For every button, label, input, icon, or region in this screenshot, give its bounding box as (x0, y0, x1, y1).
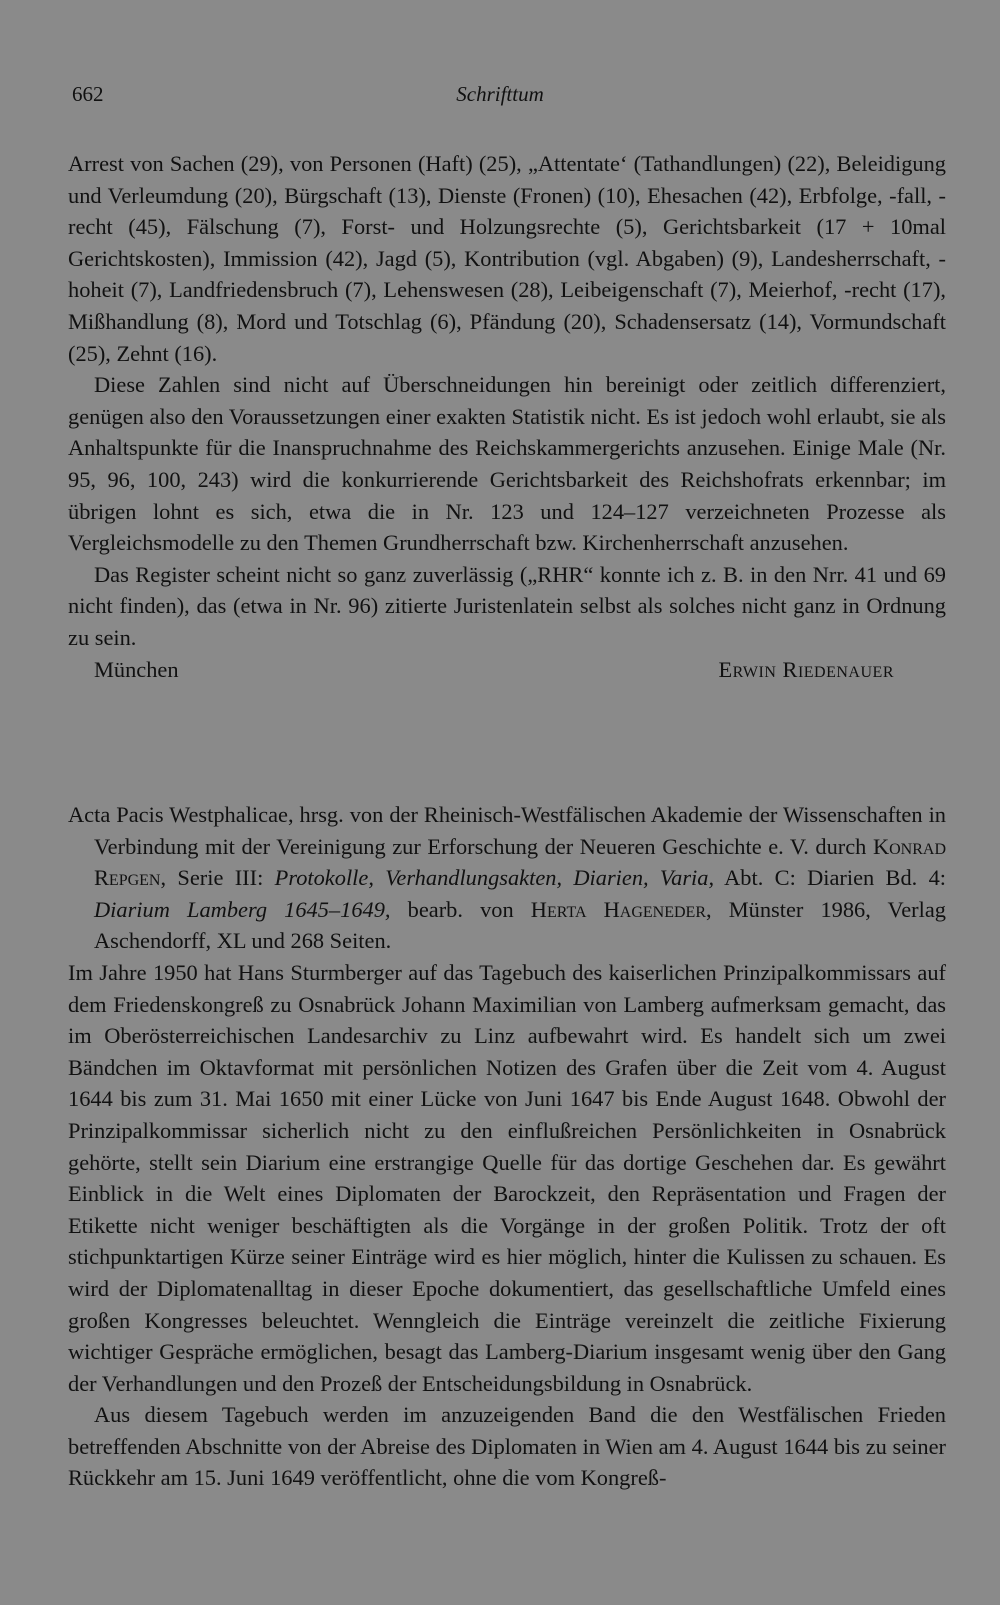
citation-text-b: , Serie III: (160, 865, 275, 891)
section-title: Schrifttum (456, 82, 544, 106)
page-number: 662 (72, 82, 104, 106)
citation-author: Herta Hageneder (530, 896, 706, 922)
signature-place: München (94, 656, 179, 682)
review-signature (68, 654, 946, 686)
citation-title: Diarium Lamberg 1645–1649, (94, 896, 391, 922)
citation-text-e: , Münster 1986, Verlag Aschendorff, XL und 268 Seiten. (94, 896, 946, 954)
review-paragraph-2: Aus diesem Tagebuch werden im anzuzeigenden Band die den Westfälischen Frieden betreffenden Abschnitte von der Abreise des Diplomaten in Wien am 4. August 1644 bis zu seiner Rückkehr am 15. Juni 1649 veröffentlicht, ohne die vom Kongreß- (68, 1402, 946, 1491)
statistics-paragraph: Diese Zahlen sind nicht auf Überschneidungen hin bereinigt oder zeitlich differenziert, genügen also den Voraussetzungen einer exakten Statistik nicht. Es ist jedoch wohl erlaubt, sie als Anhaltspunkte für die Inanspruchnahme des Reichskammergerichts anzusehen. Einige Male (Nr. 95, 96, 100, 243) wird die konkurrierende Gerichtsbarkeit des Reichshofrats erkennbar; im übrigen lohnt es sich, etwa die in Nr. 123 und 124–127 verzeichneten Prozesse als Vergleichsmodelle zu den Themen Grundherrschaft bzw. Kirchenherrschaft anzusehen. (68, 372, 946, 556)
citation-text-c: Abt. C: Diarien Bd. 4: (714, 865, 947, 891)
signature-author: Erwin Riedenauer (718, 656, 894, 682)
citation-series: Protokolle, Verhandlungsakten, Diarien, Varia, (274, 865, 715, 891)
running-head (72, 82, 928, 114)
topic-count-paragraph: Arrest von Sachen (29), von Personen (Haft) (25), „Attentate‘ (Tathandlungen) (22), Beleidigung und Verleumdung (20), Bürgschaft (13), Dienste (Fronen) (10), Ehesachen (42), Erbfolge, -fall, -recht (45), Fälschung (7), Forst- und Holzungsrechte (5), Gerichtsbarkeit (17 + 10mal Gerichtskosten), Immission (42), Jagd (5), Kontribution (vgl. Abgaben) (9), Landesherrschaft, -hoheit (7), Landfriedensbruch (7), Lehenswesen (28), Leibeigenschaft (7), Meierhof, -recht (17), Mißhandlung (8), Mord und Totschlag (6), Pfändung (20), Schadensersatz (14), Vormundschaft (25), Zehnt (16). (68, 151, 946, 366)
register-paragraph: Das Register scheint nicht so ganz zuverlässig („RHR“ konnte ich z. B. in den Nrr. 41 und 69 nicht finden), das (etwa in Nr. 96) zitierte Juristenlatein selbst als solches nicht ganz in Ordnung zu sein. (68, 561, 946, 650)
citation-text-d: bearb. von (390, 896, 531, 922)
citation-text-a: Acta Pacis Westphalicae, hrsg. von der Rheinisch-Westfälischen Akademie der Wissenschaften in Verbindung mit der Vereinigung zur Erforschung der Neueren Geschichte e. V. durch (68, 802, 946, 859)
bibliographic-citation (68, 799, 946, 957)
review-continuation (68, 148, 946, 685)
citation-editor: Konrad Repgen (94, 833, 946, 891)
review-paragraph-1: Im Jahre 1950 hat Hans Sturmberger auf das Tagebuch des kaiserlichen Prinzipalkommissars auf dem Friedenskongreß zu Osnabrück Johann Maximilian von Lamberg aufmerksam gemacht, das im Oberösterreichischen Landesarchiv zu Linz aufbewahrt wird. Es handelt sich um zwei Bändchen im Oktavformat mit persönlichen Notizen des Grafen über die Zeit vom 4. August 1644 bis zum 31. Mai 1650 mit einer Lücke von Juni 1647 bis Ende August 1648. Obwohl der Prinzipalkommissar sicherlich nicht zu den einflußreichen Persönlichkeiten in Osnabrück gehörte, stellt sein Diarium eine erstrangige Quelle für das dortige Geschehen dar. Es gewährt Einblick in die Welt eines Diplomaten der Barockzeit, den Repräsentation und Fragen der Etikette nicht weniger beschäftigten als die Vorgänge in der großen Politik. Trotz der oft stichpunktartigen Kürze seiner Einträge wird es hier möglich, hinter die Kulissen zu schauen. Es wird der Diplomatenalltag in dieser Epoche dokumentiert, das gesellschaftliche Umfeld eines großen Kongresses beleuchtet. Wenngleich die Einträge vereinzelt die zeitliche Fixierung wichtiger Gespräche ermöglichen, besagt das Lamberg-Diarium insgesamt wenig über den Gang der Verhandlungen und den Prozeß der Entscheidungsbildung in Osnabrück. (68, 959, 946, 1396)
review-lamberg (68, 799, 946, 1494)
